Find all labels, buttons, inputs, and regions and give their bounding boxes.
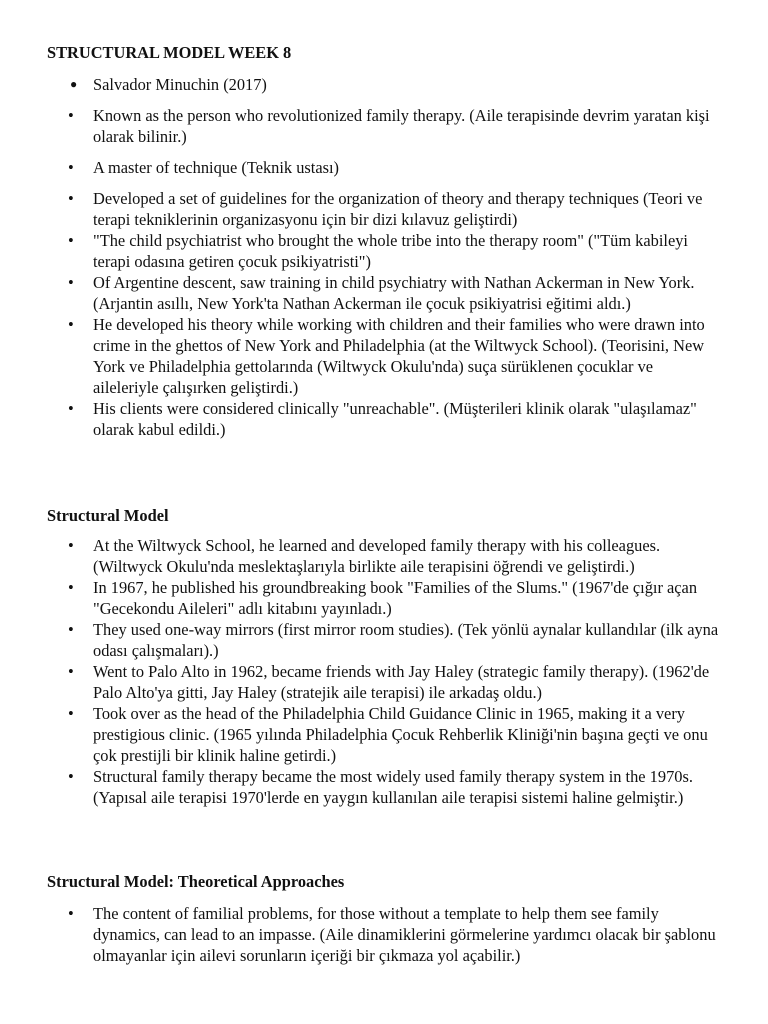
bullet-dot-icon: ● bbox=[70, 77, 78, 91]
section-title-week8: STRUCTURAL MODEL WEEK 8 bbox=[47, 43, 292, 62]
list-item: • At the Wiltwyck School, he learned and developed family therapy with his colleagues. (Wiltwyck Okulu'nda meslektaşlarıyla birlikte aile terapisini öğrendi ve geliştirdi.) bbox=[68, 536, 661, 576]
section-title-structural-model: Structural Model bbox=[47, 506, 169, 525]
list-item: • In 1967, he published his groundbreaking book "Families of the Slums." (1967'de çığır açan "Gecekondu Aileleri" adlı kitabını yayınladı.) bbox=[68, 578, 698, 618]
bullet-icon: • bbox=[68, 189, 74, 208]
bullet-icon: • bbox=[68, 704, 74, 723]
section2-list bbox=[0, 535, 720, 808]
list-item: • Went to Palo Alto in 1962, became friends with Jay Haley (strategic family therapy). (1962'de Palo Alto'ya gitti, Jay Haley (stratejik aile terapisi) ile arkadaş oldu.) bbox=[68, 662, 710, 702]
section3-list bbox=[0, 903, 720, 966]
list-item: • His clients were considered clinically "unreachable". (Müşterileri klinik olarak "ulaşılamaz" olarak kabul edildi.) bbox=[68, 399, 697, 439]
list-item: • Of Argentine descent, saw training in child psychiatry with Nathan Ackerman in New York. (Arjantin asıllı, New York'ta Nathan Ackerman ile çocuk psikiyatrisi eğitimi aldı.) bbox=[68, 273, 695, 313]
list-item: • Developed a set of guidelines for the organization of theory and therapy techniques (Teori ve terapi tekniklerinin organizasyonu için bir dizi kılavuz geliştirdi) bbox=[68, 189, 703, 229]
bullet-icon: • bbox=[68, 620, 74, 639]
list-item: • He developed his theory while working with children and their families who were drawn into crime in the ghettos of New York and Philadelphia (at the Wiltwyck School). (Teorisini, New York ve Philadelphia gettolarında (Wiltwyck Okulu'nda) suça sürüklenen çocuklar ve aileleriyle çalışırken geliştirdi.) bbox=[68, 315, 705, 397]
bullet-icon: • bbox=[68, 536, 74, 555]
bullet-icon: • bbox=[68, 904, 74, 923]
list-item: • They used one-way mirrors (first mirror room studies). (Tek yönlü aynalar kullandılar (ilk ayna odası çalışmaları).) bbox=[68, 620, 719, 660]
bullet-icon: • bbox=[68, 399, 74, 418]
list-item: • Structural family therapy became the most widely used family therapy system in the 1970s. (Yapısal aile terapisi 1970'lerde en yaygın kullanılan aile terapisi sistemi haline gelmiştir.) bbox=[68, 767, 693, 807]
bullet-icon: • bbox=[68, 662, 74, 681]
section1-list bbox=[0, 74, 720, 440]
list-item: • Took over as the head of the Philadelphia Child Guidance Clinic in 1965, making it a very prestigious clinic. (1965 yılında Philadelphia Çocuk Rehberlik Kliniği'nin başına geçti ve onu çok prestijli bir klinik haline getirdi.) bbox=[68, 704, 708, 765]
bullet-icon: • bbox=[68, 106, 74, 125]
bullet-icon: • bbox=[68, 578, 74, 597]
list-item: ● Salvador Minuchin (2017) bbox=[70, 75, 267, 94]
bullet-icon: • bbox=[68, 158, 74, 177]
bullet-icon: • bbox=[68, 767, 74, 786]
bullet-icon: • bbox=[68, 273, 74, 292]
section-title-theoretical-approaches: Structural Model: Theoretical Approaches bbox=[47, 872, 345, 891]
list-item: • "The child psychiatrist who brought the whole tribe into the therapy room" ("Tüm kabileyi terapi odasına getiren çocuk psikiyatristi") bbox=[68, 231, 688, 271]
list-item: • The content of familial problems, for those without a template to help them see family dynamics, can lead to an impasse. (Aile dinamiklerini görmelerine yardımcı olacak bir şablonu olmayanlar için ailevi sorunların içeriği bir çıkmaza yol açabilir.) bbox=[68, 904, 716, 965]
list-item: • A master of technique (Teknik ustası) bbox=[68, 158, 340, 177]
bullet-icon: • bbox=[68, 315, 74, 334]
bullet-icon: • bbox=[68, 231, 74, 250]
list-item: • Known as the person who revolutionized family therapy. (Aile terapisinde devrim yaratan kişi olarak bilinir.) bbox=[68, 106, 710, 146]
